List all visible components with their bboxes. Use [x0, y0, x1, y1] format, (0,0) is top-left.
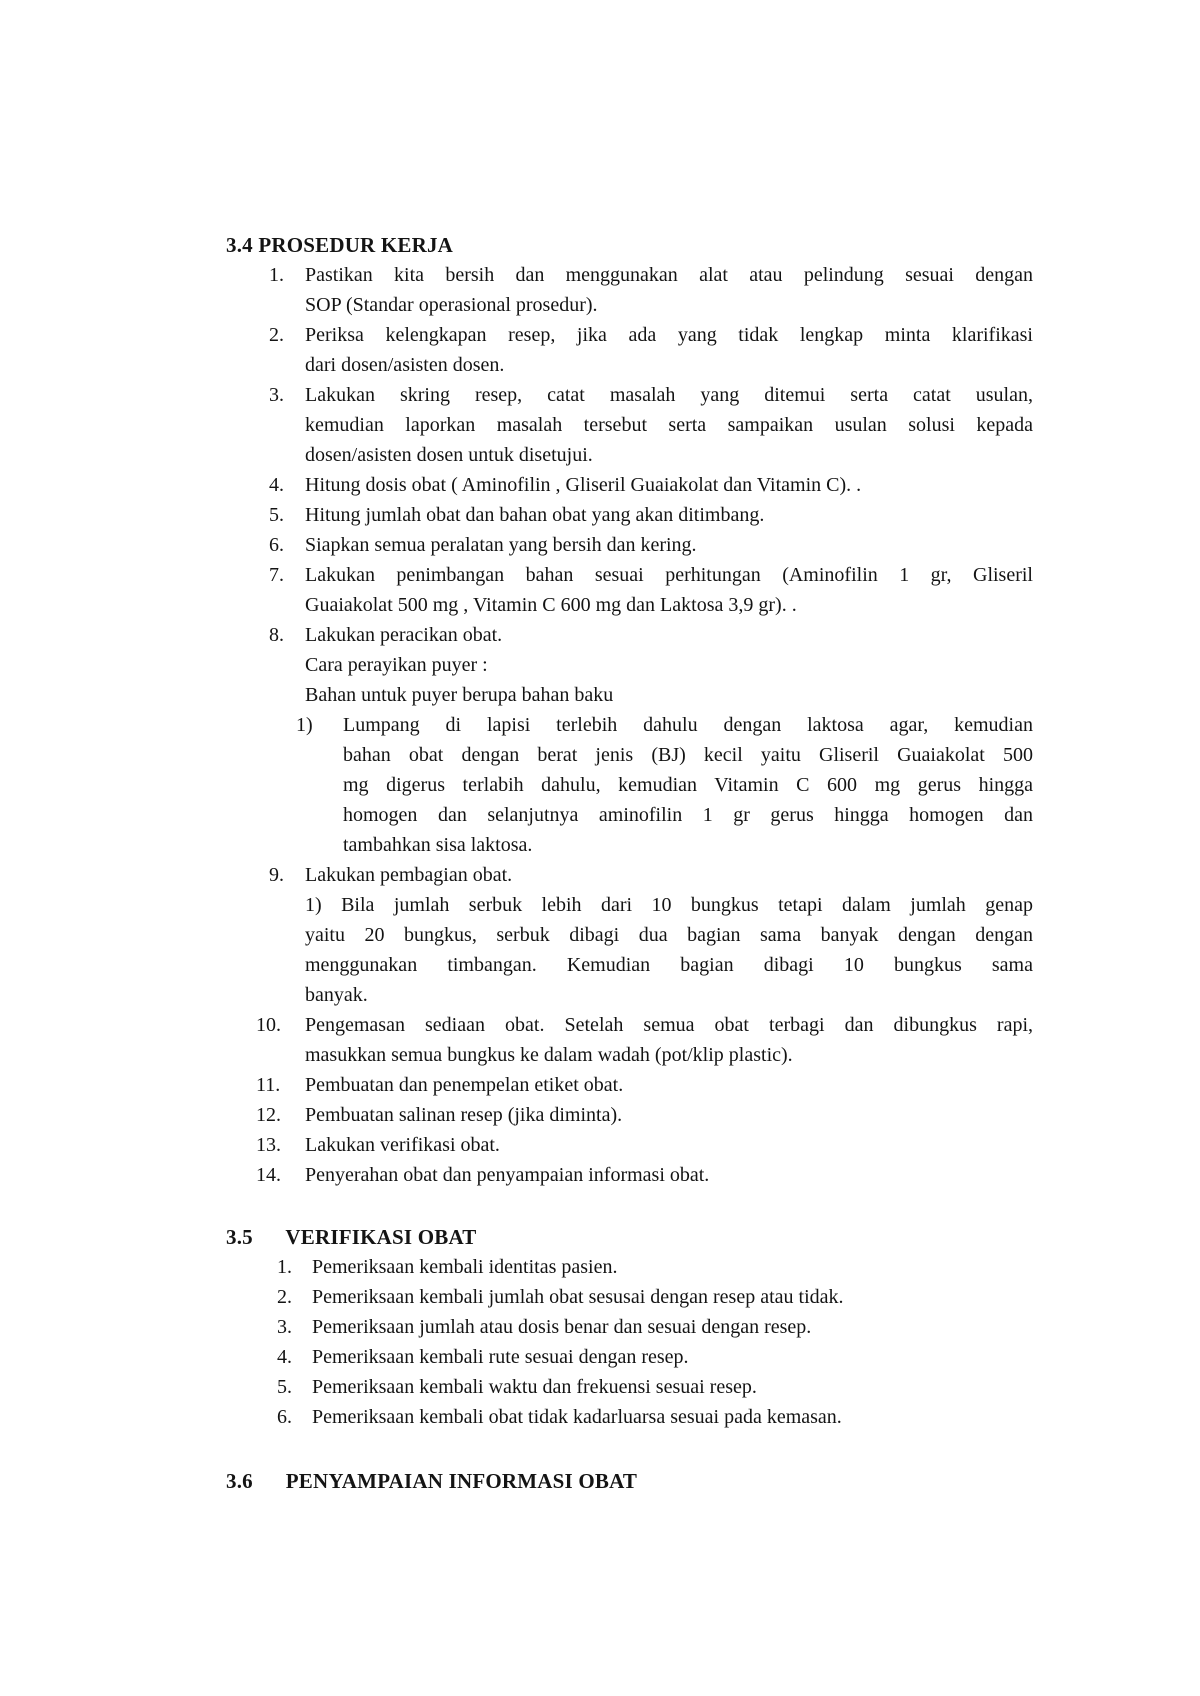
sub-list-item-line: mg digerus terlabih dahulu, kemudian Vitamin C 600 mg gerus hingga: [343, 774, 1033, 796]
list-item-line: Pemeriksaan kembali identitas pasien.: [312, 1256, 618, 1278]
list-item-line: Pemeriksaan kembali rute sesuai dengan resep.: [312, 1346, 689, 1368]
list-item-line: dari dosen/asisten dosen.: [305, 354, 505, 376]
list-number: 8.: [269, 624, 284, 646]
list-item-line: Pembuatan dan penempelan etiket obat.: [305, 1074, 624, 1096]
section-title: VERIFIKASI OBAT: [285, 1225, 477, 1249]
list-number: 7.: [269, 564, 284, 586]
list-item-line: menggunakan timbangan. Kemudian bagian dibagi 10 bungkus sama: [305, 954, 1033, 976]
list-item-line: Cara perayikan puyer :: [305, 654, 488, 676]
list-item-line: Lakukan skring resep, catat masalah yang ditemui serta catat usulan,: [305, 384, 1033, 406]
section-number: 3.4: [226, 233, 253, 257]
list-item-line: Pembuatan salinan resep (jika diminta).: [305, 1104, 623, 1126]
list-item-line: Guaiakolat 500 mg , Vitamin C 600 mg dan Laktosa 3,9 gr). .: [305, 594, 797, 616]
list-number: 6.: [277, 1406, 292, 1428]
list-item-line: Lakukan penimbangan bahan sesuai perhitungan (Aminofilin 1 gr, Gliseril: [305, 564, 1033, 586]
section-heading-3-5: [226, 1222, 476, 1252]
list-item-line: SOP (Standar operasional prosedur).: [305, 294, 598, 316]
list-item-line: Hitung dosis obat ( Aminofilin , Gliseril Guaiakolat dan Vitamin C). .: [305, 474, 862, 496]
sub-list-item-line: tambahkan sisa laktosa.: [343, 834, 533, 856]
list-item-line: Lakukan peracikan obat.: [305, 624, 503, 646]
list-item-line: 1) Bila jumlah serbuk lebih dari 10 bungkus tetapi dalam jumlah genap: [305, 894, 1033, 916]
list-item-line: banyak.: [305, 984, 368, 1006]
list-number: 3.: [269, 384, 284, 406]
section-number: 3.6: [226, 1469, 253, 1493]
list-number: 3.: [277, 1316, 292, 1338]
list-number: 4.: [277, 1346, 292, 1368]
section-heading-3-6: [226, 1466, 637, 1496]
list-item-line: Hitung jumlah obat dan bahan obat yang akan ditimbang.: [305, 504, 765, 526]
sub-list-item-line: bahan obat dengan berat jenis (BJ) kecil yaitu Gliseril Guaiakolat 500: [343, 744, 1033, 766]
list-item-line: Pastikan kita bersih dan menggunakan alat atau pelindung sesuai dengan: [305, 264, 1033, 286]
list-number: 14.: [256, 1164, 281, 1186]
list-item-line: yaitu 20 bungkus, serbuk dibagi dua bagian sama banyak dengan dengan: [305, 924, 1033, 946]
list-item-line: Pemeriksaan jumlah atau dosis benar dan sesuai dengan resep.: [312, 1316, 812, 1338]
list-item-line: Siapkan semua peralatan yang bersih dan kering.: [305, 534, 697, 556]
list-item-line: Bahan untuk puyer berupa bahan baku: [305, 684, 614, 706]
section-number: 3.5: [226, 1225, 253, 1249]
list-number: 9.: [269, 864, 284, 886]
list-number: 2.: [277, 1286, 292, 1308]
list-item-line: masukkan semua bungkus ke dalam wadah (pot/klip plastic).: [305, 1044, 793, 1066]
list-number: 12.: [256, 1104, 281, 1126]
list-item-line: Pemeriksaan kembali jumlah obat sesusai dengan resep atau tidak.: [312, 1286, 844, 1308]
list-item-line: Lakukan verifikasi obat.: [305, 1134, 500, 1156]
list-item-line: Lakukan pembagian obat.: [305, 864, 513, 886]
list-number: 11.: [256, 1074, 281, 1096]
list-number: 10.: [256, 1014, 281, 1036]
list-number: 1.: [277, 1256, 292, 1278]
sub-list-item-line: homogen dan selanjutnya aminofilin 1 gr gerus hingga homogen dan: [343, 804, 1033, 826]
list-item-line: Pengemasan sediaan obat. Setelah semua obat terbagi dan dibungkus rapi,: [305, 1014, 1033, 1036]
list-item-line: Penyerahan obat dan penyampaian informasi obat.: [305, 1164, 710, 1186]
list-number: 2.: [269, 324, 284, 346]
list-item-line: Periksa kelengkapan resep, jika ada yang tidak lengkap minta klarifikasi: [305, 324, 1033, 346]
list-number: 6.: [269, 534, 284, 556]
list-number: 1.: [269, 264, 284, 286]
list-number: 5.: [277, 1376, 292, 1398]
list-number: 13.: [256, 1134, 281, 1156]
list-item-line: Pemeriksaan kembali waktu dan frekuensi sesuai resep.: [312, 1376, 757, 1398]
list-item-line: dosen/asisten dosen untuk disetujui.: [305, 444, 593, 466]
list-item-line: Pemeriksaan kembali obat tidak kadarluarsa sesuai pada kemasan.: [312, 1406, 842, 1428]
section-title: PENYAMPAIAN INFORMASI OBAT: [285, 1469, 638, 1493]
list-number: 4.: [269, 474, 284, 496]
section-title: PROSEDUR KERJA: [258, 233, 454, 257]
sub-list-number: 1): [296, 714, 313, 736]
section-heading-3-4: [226, 230, 453, 260]
list-item-line: kemudian laporkan masalah tersebut serta sampaikan usulan solusi kepada: [305, 414, 1033, 436]
list-number: 5.: [269, 504, 284, 526]
sub-list-item-line: Lumpang di lapisi terlebih dahulu dengan laktosa agar, kemudian: [343, 714, 1033, 736]
